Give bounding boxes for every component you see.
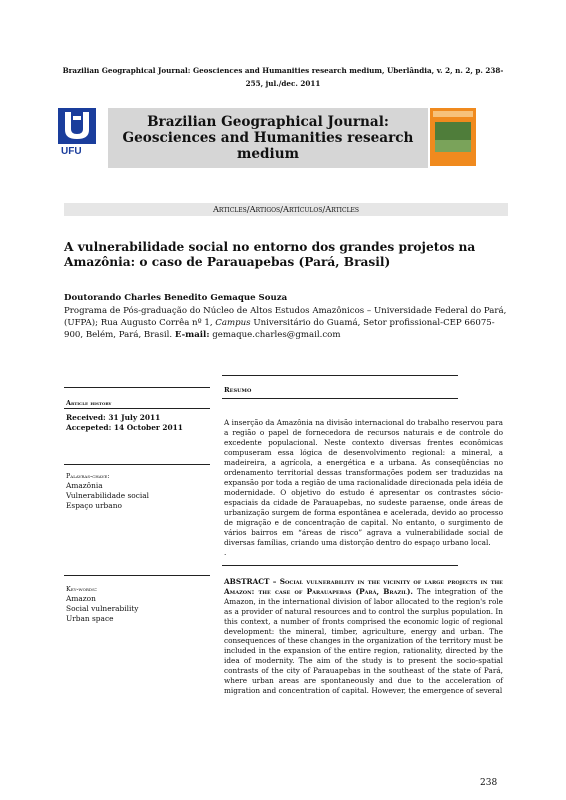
email-address: gemaque.charles@gmail.com (209, 330, 341, 340)
resumo-text: A inserção da Amazônia na divisão internacional do trabalho reservou para a região o papel de fornecedora de recursos naturais e de controle do excedente populacional. Neste contexto diversas frentes econômicas compuseram essa lógica de desenvolvimento regional: a mineral, a madeireira, a agrícola, a energética e a urbana. As conseqüências no ordenamento territorial dessas transformações podem ser traduzidas na expansão por toda a região de uma racionalidade direcionada pela idéia de modernidade. O objetivo do estudo é apresentar os contrastes sócio-espaciais da cidade de Parauapebas, no sudeste paraense, onde áreas de urbanização surgem de forma espontânea e acelerada, devido ao processo de migração e de concentração de capital. No entanto, o surgimento de vários bairros em “áreas de risco” agrava a vulnerabilidade social de diversas famílias, criando uma distorção dentro do espaço urbano local. . (224, 418, 503, 557)
divider (64, 387, 210, 388)
page-number: 238 (480, 778, 498, 788)
journal-title: Brazilian Geographical Journal: Geosciences and Humanities research medium (108, 108, 428, 168)
ufu-logo (58, 108, 98, 158)
keyword: Urban space (66, 614, 114, 623)
abstract-label: ABSTRACT – (224, 577, 277, 586)
divider (222, 565, 458, 566)
palavra-chave: Espaço urbano (66, 501, 122, 510)
article-history-heading: Article history (66, 399, 112, 407)
divider (64, 408, 210, 409)
articles-bar: Articles/Artigos/Artículos/Articles (64, 203, 508, 216)
journal-cover-image (430, 108, 476, 166)
divider (222, 398, 458, 399)
divider (64, 575, 210, 576)
keywords-heading: Key-words: (66, 585, 97, 593)
running-header: Brazilian Geographical Journal: Geosciences and Humanities research medium, Uberlândia, v. 2, n. 2, p. 238-255, jul./dec. 2011 (62, 66, 504, 88)
accepted-date: Accepeted: 14 October 2011 (66, 423, 183, 432)
author-affiliation: Programa de Pós-graduação do Núcleo de Altos Estudos Amazônicos – Universidade Federal do Pará, (UFPA); Rua Augusto Corrêa nº 1, Campus Universitário do Guamá, Setor profissional-CEP 66075-900, Belém, Pará, Brasil. E-mail: gemaque.charles@gmail.com (64, 306, 507, 340)
email-label: E-mail: (174, 330, 210, 340)
logo-text: UFU (61, 146, 82, 157)
abstract-text: ABSTRACT – Social vulnerability in the vicinity of large projects in the Amazon: the case of Parauapebas (Pará, Brazil). The integration of the Amazon, in the international division of labor allocated to the region's role as a provider of natural resources and to control the surplus population. In this context, a number of fronts comprised the economic logic of regional development: the mineral, timber, agriculture, energy and urban. The consequences of these changes in the organization of the territory must be included in the expansion of the entire region, rationality, directed by the idea of modernity. The aim of the study is to present the socio-spatial contrasts of the city of Parauapebas in the southeast of the state of Pará, where urban areas are spontaneously and due to the acceleration of migration and concentration of capital. However, the emergence of several (224, 577, 503, 695)
article-title: A vulnerabilidade social no entorno dos grandes projetos na Amazônia: o caso de Parauapebas (Pará, Brasil) (64, 240, 476, 269)
keyword: Social vulnerability (66, 604, 139, 613)
abstract-title: Social vulnerability in the vicinity of large projects in the Amazon: the case of Parauapebas (Pará, Brazil). (224, 577, 503, 596)
author-name: Doutorando Charles Benedito Gemaque Souza (64, 293, 288, 303)
palavra-chave: Amazônia (66, 481, 103, 490)
resumo-heading: Resumo (224, 386, 252, 394)
palavras-chave-heading: Palavras-chave: (66, 472, 110, 480)
divider (222, 375, 458, 376)
palavra-chave: Vulnerabilidade social (66, 491, 149, 500)
received-date: Received: 31 July 2011 (66, 413, 161, 422)
divider (64, 464, 210, 465)
keyword: Amazon (66, 594, 96, 603)
